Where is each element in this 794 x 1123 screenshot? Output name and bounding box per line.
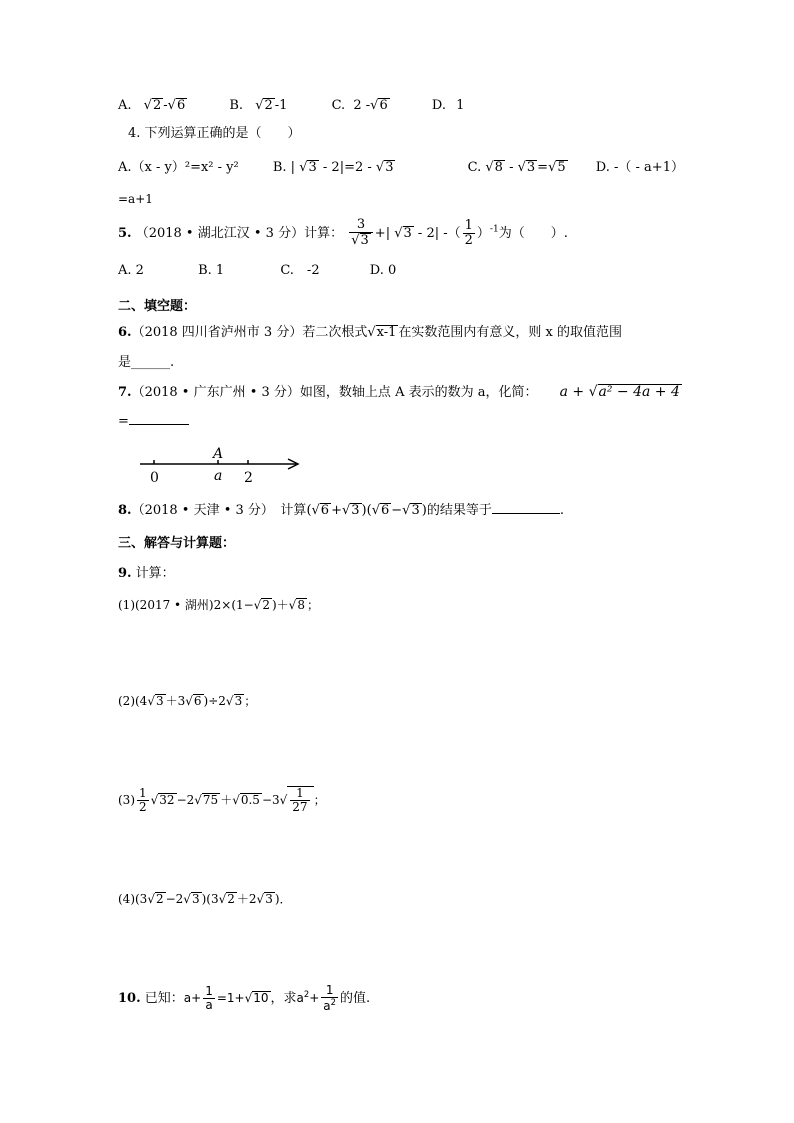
q3-option-b: B. √2 -1	[229, 98, 288, 113]
q5-options	[118, 264, 396, 277]
q9-part-1: (1)(2017 • 湖州)2×(1−√2 )＋√8 ；	[118, 598, 319, 612]
q5-option-d: D. 0	[369, 263, 397, 278]
q7-answer-blank	[129, 424, 189, 425]
q7-answer: =	[118, 415, 189, 428]
q4-option-a: A.（x - y）²=x² - y²	[118, 160, 239, 175]
q5-fraction-3-over-sqrt3: $\frac{3}{√3}$	[349, 218, 373, 249]
q4-option-d-cont: =a+1	[118, 192, 153, 206]
section-fill-in-blank: 二、填空题：	[118, 299, 197, 314]
q8-stem: 8.（2018 • 天津 • 3 分） 计算(√6 +√3 )(√6 −√3 )的结果等于 .	[118, 503, 564, 518]
q10-stem: 10. 已知：a+ $\frac{1}{a}$ =1+√10 ，求$a^2+$ $\frac{1}{a^2}$ 的值.	[118, 983, 371, 1014]
q5-option-a: A. 2	[118, 263, 144, 278]
q3-options	[118, 98, 464, 113]
section-solve: 三、解答与计算题：	[118, 536, 236, 551]
q4-option-d: D. -（ - a+1）	[595, 160, 684, 175]
tick-two-label: 2	[244, 470, 253, 486]
point-a-label: A	[213, 446, 224, 462]
q6-cont: 是______.	[118, 355, 175, 370]
q3-option-d: D. 1	[431, 98, 465, 113]
q9-part-3: (3) $\frac{1}{2}$ √32 −2√75 ＋√0.5 −3√ $\frac{1}{27}$ ；	[118, 786, 326, 815]
tick-zero-label: 0	[150, 470, 159, 486]
q7-expression: a + √a² − 4a + 4	[559, 384, 680, 400]
q3-option-a: A. √2 -√6	[118, 98, 186, 113]
q4-options	[118, 160, 684, 175]
q9-part-4: (4)(3√2 −2√3 )(3√2 ＋2√3 )．	[118, 892, 292, 906]
q9-part-2: (2)(4√3 ＋3√6 )÷2√3 ；	[118, 694, 257, 708]
q4-option-c: C. √8 - √3 =√5	[467, 160, 566, 175]
q5-option-b: B. 1	[198, 263, 225, 278]
q8-answer-blank	[492, 513, 560, 514]
q5-stem: 5. （2018 • 湖北江汉 • 3 分）计算： $\frac{3}{√3}$ +| √3 - 2| -（ $\frac{1}{2}$ ）$^{-1}$为（ ）.	[118, 217, 568, 249]
q4-option-b: B. | √3 - 2|=2 - √3	[272, 160, 394, 175]
q7-number-line	[138, 446, 308, 486]
q9-stem: 9. 计算：	[118, 566, 175, 581]
q6-stem: 6.（2018 四川省泸州市 3 分）若二次根式√x-1 在实数范围内有意义，则 x 的取值范围	[118, 325, 623, 340]
q6-radicand: x-1	[376, 325, 397, 340]
q7-stem: 7.（2018 • 广东广州 • 3 分）如图，数轴上点 A 表示的数为 a，化简： a + √a² − 4a + 4	[118, 384, 680, 400]
q4-stem: 4. 下列运算正确的是（ ）	[128, 126, 301, 141]
point-a-var: a	[214, 468, 223, 484]
q3-option-c: C. 2 -√6	[331, 98, 388, 113]
q5-option-c: C. -2	[280, 263, 320, 278]
q5-fraction-half: $\frac{1}{2}$	[464, 217, 473, 248]
